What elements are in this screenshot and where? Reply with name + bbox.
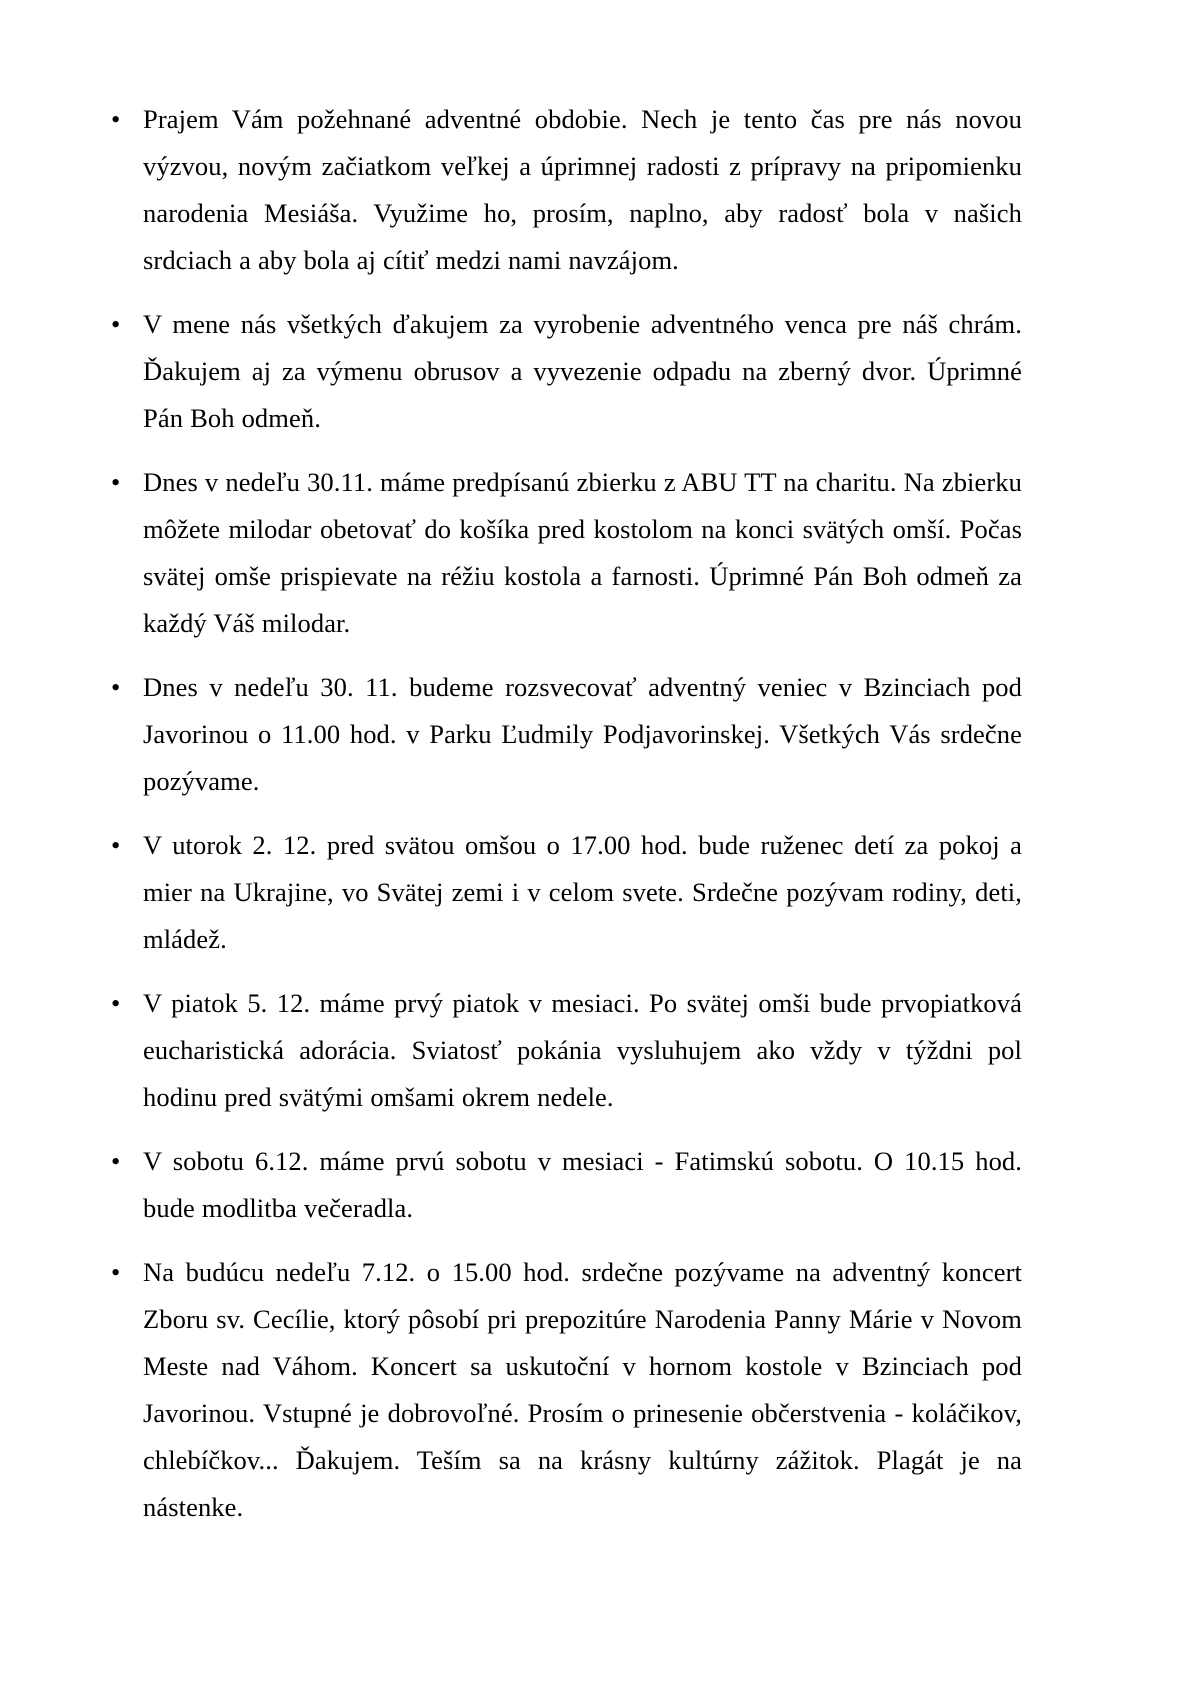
- bullet-point-icon: •: [111, 309, 121, 339]
- announcement-item: [103, 1249, 1022, 1531]
- announcement-text: Dnes v nedeľu 30.11. máme predpísanú zbierku z ABU TT na charitu. Na zbierku môžete milodar obetovať do košíka pred kostolom na konci svätých omší. Počas svätej omše prispievate na réžiu kostola a farnosti. Úprimné Pán Boh odmeň za každý Váš milodar.: [143, 467, 1022, 638]
- bullet-point-icon: •: [111, 672, 121, 702]
- bullet-point-icon: •: [111, 988, 121, 1018]
- bullet-point-icon: •: [111, 104, 121, 134]
- announcement-text: V mene nás všetkých ďakujem za vyrobenie adventného venca pre náš chrám. Ďakujem aj za výmenu obrusov a vyvezenie odpadu na zberný dvor. Úprimné Pán Boh odmeň.: [143, 309, 1022, 433]
- announcement-item: [103, 459, 1022, 647]
- announcement-text: Prajem Vám požehnané adventné obdobie. Nech je tento čas pre nás novou výzvou, novým začiatkom veľkej a úprimnej radosti z prípravy na pripomienku narodenia Mesiáša. Využime ho, prosím, naplno, aby radosť bola v našich srdciach a aby bola aj cítiť medzi nami navzájom.: [143, 104, 1022, 275]
- bullet-point-icon: •: [111, 467, 121, 497]
- announcement-text: V utorok 2. 12. pred svätou omšou o 17.00 hod. bude ruženec detí za pokoj a mier na Ukrajine, vo Svätej zemi i v celom svete. Srdečne pozývam rodiny, deti, mládež.: [143, 830, 1022, 954]
- announcement-list: [103, 96, 1022, 1531]
- announcement-item: [103, 96, 1022, 284]
- announcement-item: [103, 1138, 1022, 1232]
- bullet-point-icon: •: [111, 1257, 121, 1287]
- announcement-item: [103, 980, 1022, 1121]
- bullet-point-icon: •: [111, 830, 121, 860]
- announcement-item: [103, 822, 1022, 963]
- announcement-item: [103, 664, 1022, 805]
- announcement-text: V piatok 5. 12. máme prvý piatok v mesiaci. Po svätej omši bude prvopiatková eucharistická adorácia. Sviatosť pokánia vysluhujem ako vždy v týždni pol hodinu pred svätými omšami okrem nedele.: [143, 988, 1022, 1112]
- announcement-text: Dnes v nedeľu 30. 11. budeme rozsvecovať adventný veniec v Bzinciach pod Javorinou o 11.00 hod. v Parku Ľudmily Podjavorinskej. Všetkých Vás srdečne pozývame.: [143, 672, 1022, 796]
- announcement-text: Na budúcu nedeľu 7.12. o 15.00 hod. srdečne pozývame na adventný koncert Zboru sv. Cecílie, ktorý pôsobí pri prepozitúre Narodenia Panny Márie v Novom Meste nad Váhom. Koncert sa uskutoční v hornom kostole v Bzinciach pod Javorinou. Vstupné je dobrovoľné. Prosím o prinesenie občerstvenia - koláčikov, chlebíčkov... Ďakujem. Teším sa na krásny kultúrny zážitok. Plagát je na nástenke.: [143, 1257, 1022, 1522]
- bullet-point-icon: •: [111, 1146, 121, 1176]
- announcement-item: [103, 301, 1022, 442]
- announcement-text: V sobotu 6.12. máme prvú sobotu v mesiaci - Fatimskú sobotu. O 10.15 hod. bude modlitba večeradla.: [143, 1146, 1022, 1223]
